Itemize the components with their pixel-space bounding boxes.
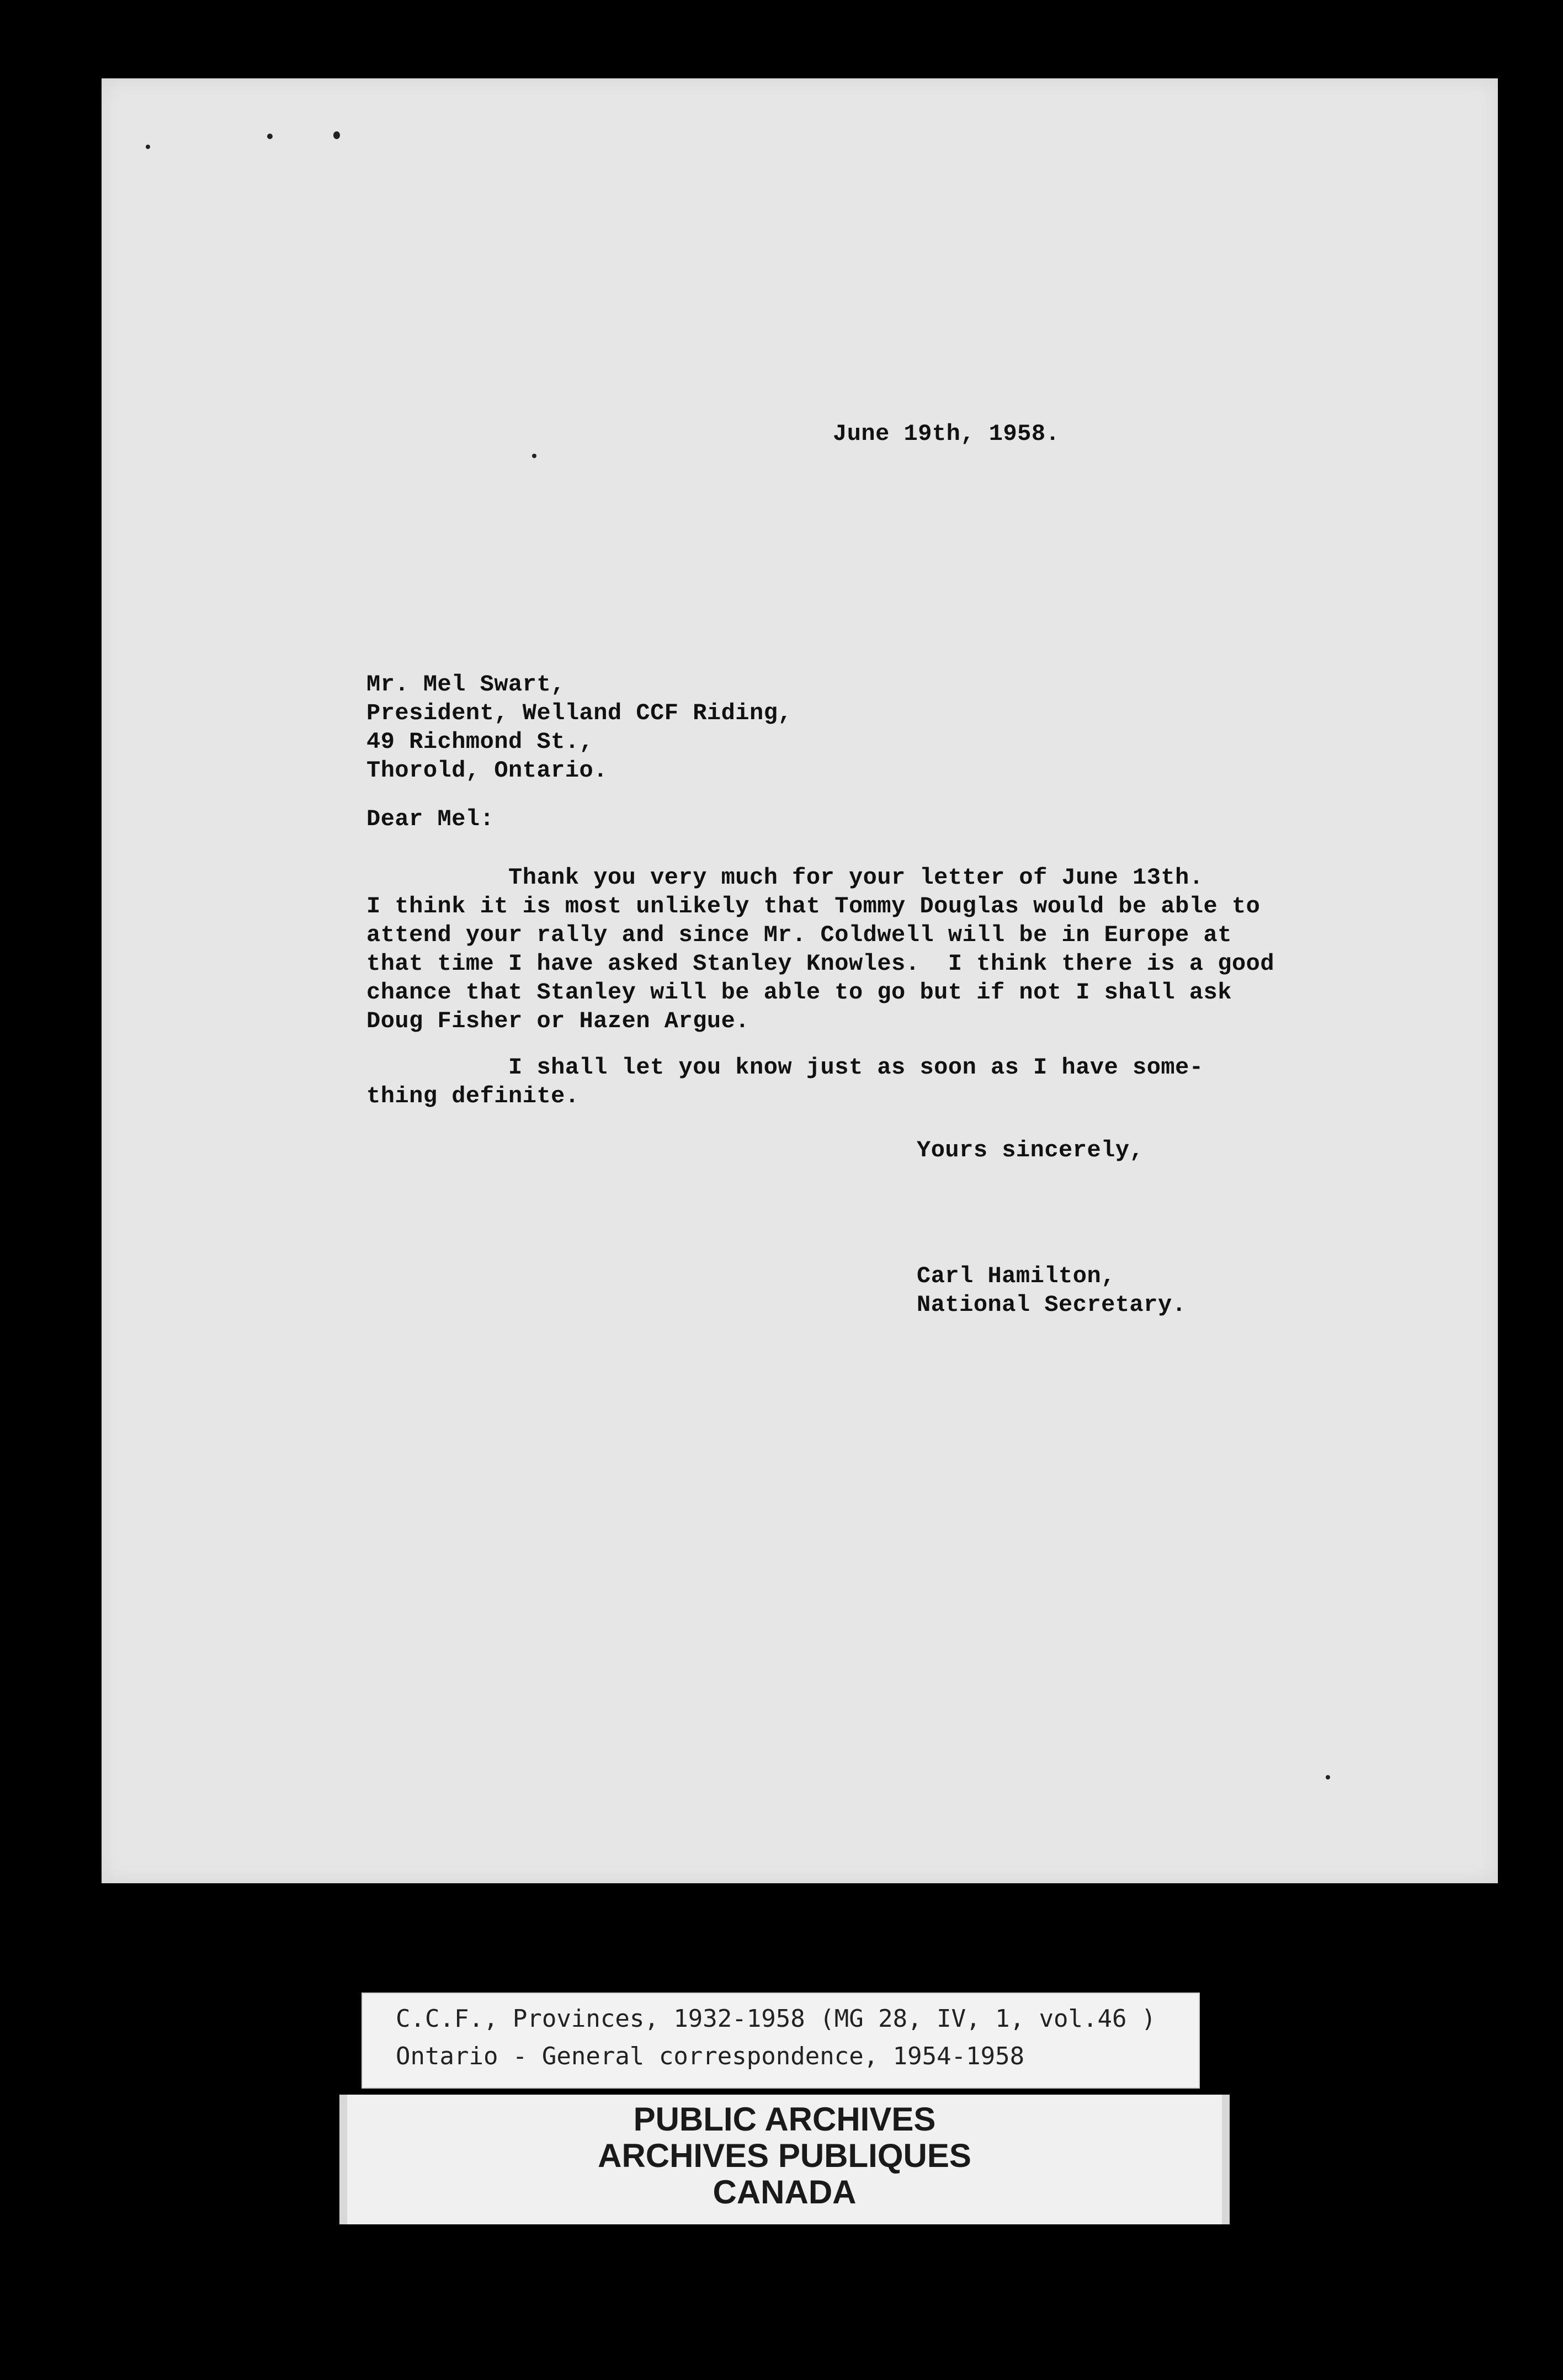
- recipient-address: [366, 670, 792, 785]
- address-line: 49 Richmond St.,: [366, 729, 594, 755]
- paper-speck: [1326, 1775, 1330, 1779]
- closing: Yours sincerely,: [917, 1137, 1144, 1164]
- archive-reference-line: C.C.F., Provinces, 1932-1958 (MG 28, IV, 1, vol.46 ): [396, 2005, 1156, 2033]
- signature-block: [917, 1262, 1186, 1319]
- paragraph-line: thing definite.: [366, 1083, 580, 1109]
- paragraph-line: Thank you very much for your letter of June 13th.: [366, 864, 1204, 891]
- paragraph-line: I shall let you know just as soon as I have some-: [366, 1054, 1204, 1081]
- body-paragraph-2: [366, 1053, 1204, 1111]
- archive-stamp-line: ARCHIVES PUBLIQUES: [598, 2137, 971, 2174]
- address-line: President, Welland CCF Riding,: [366, 700, 793, 726]
- paper-speck: [532, 454, 536, 458]
- paragraph-line: Doug Fisher or Hazen Argue.: [366, 1008, 750, 1034]
- archive-reference-label: [361, 1993, 1200, 2089]
- body-paragraph-1: [366, 863, 1274, 1035]
- signature-name: Carl Hamilton,: [917, 1263, 1115, 1289]
- paper-speck: [333, 131, 340, 139]
- paragraph-line: attend your rally and since Mr. Coldwell will be in Europe at: [366, 922, 1232, 948]
- archive-stamp-line: PUBLIC ARCHIVES: [633, 2101, 936, 2138]
- paragraph-line: that time I have asked Stanley Knowles. I think there is a good: [366, 950, 1275, 977]
- letter-page: [102, 78, 1498, 1883]
- paper-speck: [267, 134, 273, 139]
- archive-stamp: [339, 2095, 1230, 2224]
- paper-speck: [146, 145, 150, 149]
- salutation: Dear Mel:: [366, 806, 495, 832]
- paragraph-line: I think it is most unlikely that Tommy Douglas would be able to: [366, 893, 1261, 920]
- paragraph-line: chance that Stanley will be able to go but if not I shall ask: [366, 979, 1232, 1006]
- signature-title: National Secretary.: [917, 1292, 1187, 1318]
- archive-reference-line: Ontario - General correspondence, 1954-1958: [396, 2042, 1025, 2070]
- address-line: Mr. Mel Swart,: [366, 671, 565, 698]
- letter-date: June 19th, 1958.: [833, 421, 1060, 447]
- archive-stamp-line: CANADA: [713, 2174, 857, 2211]
- address-line: Thorold, Ontario.: [366, 757, 608, 784]
